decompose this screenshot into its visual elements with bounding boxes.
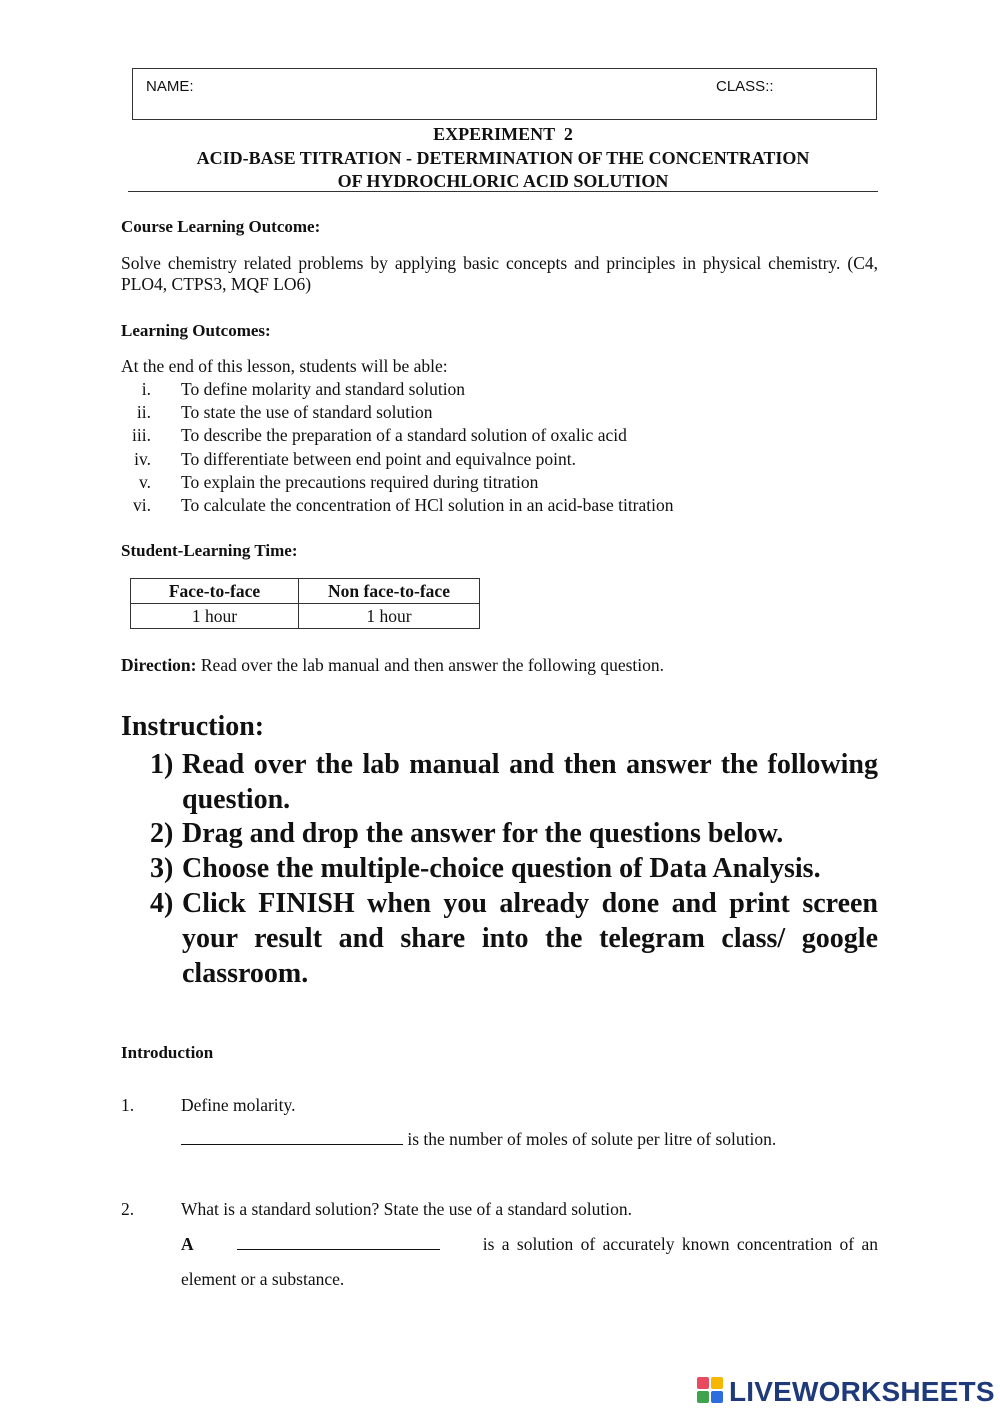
answer-text: is the number of moles of solute per litre of solution. — [403, 1129, 777, 1149]
table-header-row — [131, 579, 480, 604]
learning-outcomes-heading: Learning Outcomes: — [121, 321, 271, 340]
question-number: 1. — [121, 1095, 135, 1115]
liveworksheets-logo-text: LIVEWORKSHEETS — [729, 1376, 995, 1407]
question-number: 2. — [121, 1199, 135, 1219]
student-learning-time-table — [130, 578, 480, 629]
question-prompt: What is a standard solution? State the use of a standard solution. — [181, 1199, 633, 1219]
experiment-number: EXPERIMENT 2 — [433, 124, 573, 144]
instruction-item: 2) Drag and drop the answer for the questions below. — [150, 818, 784, 849]
experiment-title — [128, 123, 878, 194]
question-prompt: Define molarity. — [181, 1095, 296, 1115]
instruction-item: 1) Read over the lab manual and then answer the following question. — [150, 749, 878, 815]
table-header-cell: Non face-to-face — [299, 579, 480, 604]
answer-text: is a solution of accurately known concentration of an — [482, 1234, 878, 1254]
name-label: NAME: — [146, 78, 194, 95]
class-label: CLASS:: — [716, 78, 774, 95]
experiment-title-line-1: ACID-BASE TITRATION - DETERMINATION OF THE CONCENTRATION — [196, 147, 810, 168]
instruction-item: 4) Click FINISH when you already done and print screen your result and share into the telegram class/ google classroom. — [150, 888, 878, 989]
table-cell: 1 hour — [131, 604, 299, 629]
student-learning-time-heading: Student-Learning Time: — [121, 541, 298, 560]
instruction-item: 3) Choose the multiple-choice question of Data Analysis. — [150, 853, 821, 884]
direction-label: Direction: — [121, 655, 197, 675]
question-answer-line — [181, 1129, 776, 1150]
course-learning-outcome-heading: Course Learning Outcome: — [121, 217, 321, 236]
instruction-heading: Instruction: — [121, 711, 265, 742]
table-header-cell: Face-to-face — [131, 579, 299, 604]
liveworksheets-logo — [697, 1375, 995, 1409]
liveworksheets-logo-icon — [697, 1377, 727, 1407]
experiment-title-line-2: OF HYDROCHLORIC ACID SOLUTION — [337, 171, 669, 191]
learning-outcomes-intro: At the end of this lesson, students will be able: — [121, 356, 448, 376]
course-learning-outcome-text: Solve chemistry related problems by applying basic concepts and principles in physical chemistry. (C4, PLO4, CTPS3, MQF LO6) — [121, 253, 878, 294]
title-divider — [128, 191, 878, 192]
worksheet-page: NAME: CLASS:: EXPERIMENT 2 ACID-BASE TITRATION - DETERMINATION OF THE CONCENTRATION OF HYDROCHLORIC ACID SOLUTION Course Learning Outcome: Solve chemistry related problems by applying basic concepts and principles in physical chemistry. (C4, PLO4, CTPS3, MQF LO6) Learning Outcomes: At the end of this lesson, students will be able: i. To define molarity and standard solution ii. To state the use of standard solution iii. To describe the preparation of a standard solution of oxalic acid iv. To differentiate between end point and equivalnce point. v. To explain the precautions required during titration vi. To calculate the concentration of HCl solution in an acid-base titration Student-Learning Time: Face-to-face Non face-to-face 1 hour 1 hour Direction: Read over the lab manual and then answer the following question. Instruction: 1) Read over the lab manual and then answer the following question. 2) Drag and drop the answer for the questions below. 3) Choose the multiple-choice question of Data Analysis. 4) Click FINISH when you already done and print screen your result and share into the telegram class/ google classroom. Introduction 1. Define molarity. is the number of moles of solute per litre of solution. 2. What is a standard solution? State the use of a standard solution. A is a solution of accurately known concentration of an element or a substance. LIVEWORKSHEETS — [0, 0, 1000, 1413]
question-answer-line — [181, 1234, 878, 1255]
answer-drop-zone[interactable] — [181, 1129, 403, 1145]
answer-drop-zone[interactable] — [237, 1234, 440, 1250]
direction-text: Read over the lab manual and then answer the following question. — [196, 655, 665, 675]
introduction-heading: Introduction — [121, 1043, 214, 1062]
answer-prefix: A — [181, 1234, 194, 1254]
direction-line — [121, 655, 878, 676]
name-class-header-box — [132, 68, 877, 120]
table-row — [131, 604, 480, 629]
answer-text-continued: element or a substance. — [181, 1269, 345, 1289]
table-cell: 1 hour — [299, 604, 480, 629]
